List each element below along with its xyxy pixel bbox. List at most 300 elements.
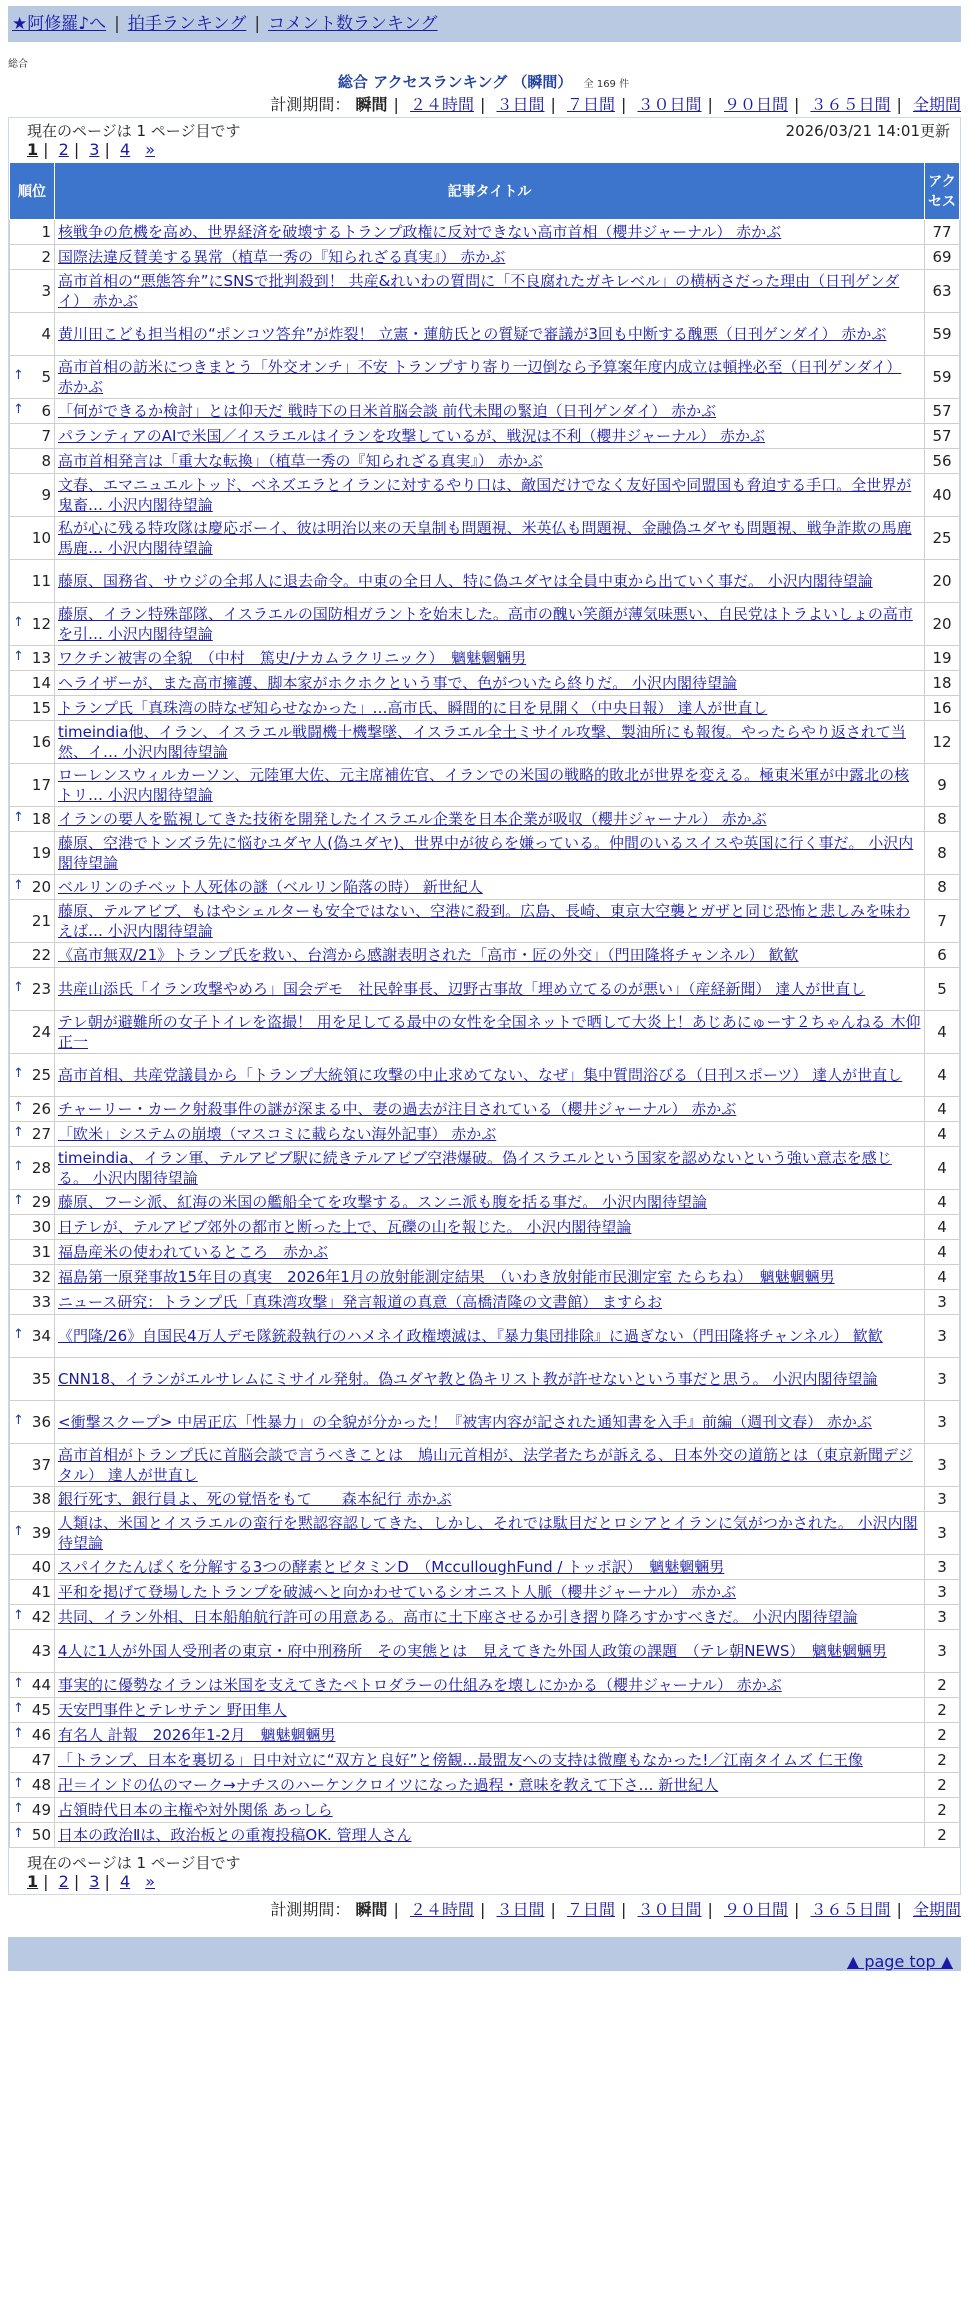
rank-cell — [10, 449, 55, 474]
rank-number: 1 — [41, 223, 51, 241]
period-link-90d[interactable]: ９０日間 — [723, 95, 788, 114]
access-count: 7 — [925, 900, 960, 943]
title-cell — [55, 1673, 925, 1698]
rank-up-arrow-icon: ↑ — [13, 1608, 24, 1623]
rank-number: 33 — [31, 1293, 51, 1311]
access-count: 4 — [925, 1054, 960, 1097]
table-row — [10, 1097, 960, 1122]
access-count: 2 — [925, 1748, 960, 1773]
rank-number: 2 — [41, 248, 51, 266]
period-label: 計測期間： — [270, 95, 351, 114]
rank-number: 28 — [31, 1159, 51, 1177]
page-current: 1 — [27, 140, 39, 159]
rank-number: 30 — [31, 1218, 51, 1236]
article-link[interactable]: 藤原、フーシ派、紅海の米国の艦船全てを攻撃する。スンニ派も腹を括る事だ。 小沢内閣待望論 — [58, 1193, 708, 1211]
table-row — [10, 1011, 960, 1054]
current-page-text: 現在のページは 1 ページ目です — [27, 1854, 241, 1872]
table-row — [10, 1748, 960, 1773]
access-count: 4 — [925, 1011, 960, 1054]
access-count: 6 — [925, 943, 960, 968]
article-link[interactable]: 高市首相の訪米につきまとう「外交オンチ」不安 トランプすり寄り一辺倒なら予算案年度内成立は頓挫必至（日刊ゲンダイ） 赤かぶ — [58, 358, 902, 396]
table-row — [10, 1773, 960, 1798]
bottom-bar — [8, 1937, 961, 1971]
ranking-title: 総合 アクセスランキング （瞬間） — [337, 73, 573, 91]
table-row — [10, 356, 960, 399]
rank-cell — [10, 1315, 55, 1358]
access-count: 4 — [925, 1215, 960, 1240]
access-count: 4 — [925, 1265, 960, 1290]
table-row — [10, 245, 960, 270]
access-count: 8 — [925, 807, 960, 832]
category-label: 総合 — [8, 59, 28, 70]
title-cell — [55, 1190, 925, 1215]
article-link[interactable]: 銀行死す、銀行員よ、死の覚悟をもて 森本紀行 赤かぶ — [58, 1490, 452, 1508]
title-cell — [55, 1773, 925, 1798]
period-selector-top: 計測期間： 瞬間 | ２４時間 | ３日間 | ７日間 | ３０日間 | ９０日間 | ３６５日間 | 全期間 — [270, 95, 961, 114]
rank-up-arrow-icon: ↑ — [13, 402, 24, 417]
rank-cell — [10, 1401, 55, 1444]
page-current: 1 — [27, 1872, 39, 1891]
article-link[interactable]: 福島第一原発事故15年目の真実 2026年1月の放射能測定結果 （いわき放射能市民測定室 たらちね） 魑魅魍魎男 — [58, 1268, 835, 1286]
title-cell — [55, 1823, 925, 1848]
title-cell — [55, 943, 925, 968]
page-link-2[interactable]: 2 — [58, 1872, 69, 1891]
article-link[interactable]: timeindia、イラン軍、テルアビブ駅に続きテルアビブ空港爆破。偽イスラエルという国家を認めないという強い意志を感じる。 小沢内閣待望論 — [58, 1149, 892, 1187]
article-link[interactable]: 藤原、空港でトンズラ先に悩むユダヤ人(偽ユダヤ)、世界中が彼らを嫌っている。仲間のいるスイスや英国に行く事だ。 小沢内閣待望論 — [58, 834, 914, 872]
rank-cell — [10, 696, 55, 721]
access-count: 56 — [925, 449, 960, 474]
title-cell — [55, 1290, 925, 1315]
title-cell — [55, 1580, 925, 1605]
access-count: 4 — [925, 1147, 960, 1190]
table-row — [10, 1240, 960, 1265]
page-link-next[interactable]: » — [145, 1872, 156, 1891]
period-current: 瞬間 — [355, 95, 388, 114]
table-row — [10, 1215, 960, 1240]
rank-number: 37 — [31, 1456, 51, 1474]
table-row — [10, 424, 960, 449]
table-row — [10, 968, 960, 1011]
rank-cell — [10, 1673, 55, 1698]
rank-cell — [10, 943, 55, 968]
rank-up-arrow-icon: ↑ — [13, 615, 24, 630]
article-link[interactable]: CNN18、イランがエルサレムにミサイル発射。偽ユダヤ教と偽キリスト教が許せないという事だと思う。 小沢内閣待望論 — [58, 1370, 878, 1388]
rank-up-arrow-icon: ↑ — [13, 1701, 24, 1716]
rank-cell — [10, 245, 55, 270]
title-cell — [55, 1798, 925, 1823]
article-link[interactable]: 「欧米」システムの崩壊（マスコミに載らない海外記事） 赤かぶ — [58, 1125, 497, 1143]
rank-number: 38 — [31, 1490, 51, 1508]
rank-number: 14 — [31, 674, 51, 692]
article-link[interactable]: 核戦争の危機を高め、世界経済を破壊するトランプ政権に反対できない高市首相（櫻井ジャーナル） 赤かぶ — [58, 223, 782, 241]
rank-cell — [10, 1823, 55, 1848]
table-row — [10, 696, 960, 721]
rank-up-arrow-icon: ↑ — [13, 1125, 24, 1140]
rank-number: 44 — [31, 1676, 51, 1694]
article-link[interactable]: 藤原、テルアビブ、もはやシェルターも安全ではない、空港に殺到。広島、長崎、東京大空襲とガザと同じ恐怖と悲しみを味わえば… 小沢内閣待望論 — [58, 902, 911, 940]
access-count: 3 — [925, 1580, 960, 1605]
period-selector-bottom: 計測期間： 瞬間 | ２４時間 | ３日間 | ７日間 | ３０日間 | ９０日間 | ３６５日間 | 全期間 — [270, 1900, 961, 1919]
rank-number: 39 — [31, 1524, 51, 1542]
rank-number: 21 — [31, 912, 51, 930]
rank-cell — [10, 1122, 55, 1147]
title-cell — [55, 1723, 925, 1748]
table-row — [10, 1265, 960, 1290]
article-link[interactable]: 4人に1人が外国人受刑者の東京・府中刑務所 その実態とは 見えてきた外国人政策の課題 （テレ朝NEWS） 魑魅魍魎男 — [58, 1642, 887, 1660]
rank-up-arrow-icon: ↑ — [13, 1193, 24, 1208]
rank-up-arrow-icon: ↑ — [13, 878, 24, 893]
access-count: 3 — [925, 1487, 960, 1512]
period-link-3d[interactable]: ３日間 — [496, 1900, 545, 1919]
nav-link-clap-ranking[interactable]: 拍手ランキング — [127, 14, 247, 34]
access-count: 4 — [925, 1240, 960, 1265]
access-count: 2 — [925, 1698, 960, 1723]
access-count: 12 — [925, 721, 960, 764]
rank-number: 29 — [31, 1193, 51, 1211]
rank-cell — [10, 1798, 55, 1823]
article-link[interactable]: 《高市無双/21》トランプ氏を救い、台湾から感謝表明された「高市・匠の外交」（門田隆将チャンネル） 歓歓 — [58, 946, 799, 964]
header-rank: 順位 — [10, 163, 55, 220]
period-label: 計測期間： — [270, 1900, 351, 1919]
article-link[interactable]: 高市首相がトランプ氏に首脳会談で言うべきことは 鳩山元首相が、法学者たちが訴える、日本外交の道筋とは（東京新聞デジタル） 達人が世直し — [58, 1446, 913, 1484]
table-row — [10, 1147, 960, 1190]
page-link-4[interactable]: 4 — [119, 1872, 131, 1891]
period-link-3d[interactable]: ３日間 — [496, 95, 545, 114]
rank-number: 40 — [31, 1558, 51, 1576]
title-cell — [55, 1605, 925, 1630]
rank-up-arrow-icon: ↑ — [13, 1826, 24, 1841]
table-row — [10, 1512, 960, 1555]
access-count: 59 — [925, 313, 960, 356]
table-row — [10, 560, 960, 603]
ranking-table — [9, 162, 960, 1848]
title-cell — [55, 449, 925, 474]
rank-cell — [10, 1215, 55, 1240]
rank-cell — [10, 968, 55, 1011]
table-row — [10, 1555, 960, 1580]
article-link[interactable]: トランプ氏「真珠湾の時なぜ知らせなかった」…高市氏、瞬間的に目を見開く（中央日報） 達人が世直し — [58, 699, 768, 717]
rank-number: 49 — [31, 1801, 51, 1819]
total-count: 全 169 件 — [583, 79, 630, 90]
rank-number: 35 — [31, 1370, 51, 1388]
title-cell — [55, 424, 925, 449]
rank-cell — [10, 1358, 55, 1401]
rank-up-arrow-icon: ↑ — [13, 1066, 24, 1081]
page-link-3[interactable]: 3 — [89, 1872, 100, 1891]
table-row — [10, 764, 960, 807]
article-link[interactable]: 日本の政治Ⅱは、政治板との重複投稿OK. 管理人さん — [58, 1826, 412, 1844]
rank-number: 7 — [41, 427, 51, 445]
access-count: 77 — [925, 220, 960, 245]
article-link[interactable]: スパイクたんぱくを分解する3つの酵素とビタミンD （McculloughFund / トッポ訳） 魑魅魍魎男 — [58, 1558, 725, 1576]
title-cell — [55, 671, 925, 696]
period-current: 瞬間 — [355, 1900, 388, 1919]
rank-cell — [10, 1605, 55, 1630]
period-link-365d[interactable]: ３６５日間 — [810, 95, 891, 114]
access-count: 3 — [925, 1630, 960, 1673]
pagination-top: 1 | 2 | 3 | 4 » — [27, 140, 156, 159]
access-count: 20 — [925, 560, 960, 603]
article-link[interactable]: 事実的に優勢なイランは米国を支えてきたペトロダラーの仕組みを壊しにかかる（櫻井ジャーナル） 赤かぶ — [58, 1676, 782, 1694]
period-link-24h[interactable]: ２４時間 — [409, 95, 474, 114]
table-row — [10, 603, 960, 646]
rank-cell — [10, 1773, 55, 1798]
article-link[interactable]: 平和を掲げて登場したトランプを破滅へと向かわせているシオニスト人脈（櫻井ジャーナル） 赤かぶ — [58, 1583, 737, 1601]
rank-cell — [10, 424, 55, 449]
article-link[interactable]: テレ朝が避難所の女子トイレを盗撮！ 用を足してる最中の女性を全国ネットで晒して大炎上！あじあにゅーす２ちゃんねる 木仰正一 — [58, 1013, 921, 1051]
title-cell — [55, 560, 925, 603]
title-cell — [55, 807, 925, 832]
access-count: 3 — [925, 1605, 960, 1630]
article-link[interactable]: イランの要人を監視してきた技術を開発したイスラエル企業を日本企業が吸収（櫻井ジャーナル） 赤かぶ — [58, 810, 767, 828]
title-cell — [55, 1097, 925, 1122]
nav-link-asyura[interactable]: ★阿修羅♪へ — [12, 14, 107, 34]
table-row — [10, 1315, 960, 1358]
article-link[interactable]: 共産山添氏「イラン攻撃やめろ」国会デモ 社民幹事長、辺野古事故「埋め立てるのが悪い」（産経新聞） 達人が世直し — [58, 980, 866, 998]
page-link-2[interactable]: 2 — [58, 140, 69, 159]
access-count: 3 — [925, 1358, 960, 1401]
rank-number: 9 — [41, 486, 51, 504]
article-link[interactable]: ローレンスウィルカーソン、元陸軍大佐、元主席補佐官、イランでの米国の戦略的敗北が世界を変える。極東米軍が中露北の核トリ… 小沢内閣待望論 — [58, 766, 910, 804]
rank-number: 16 — [31, 733, 51, 751]
rank-number: 17 — [31, 776, 51, 794]
rank-cell — [10, 1487, 55, 1512]
rank-number: 4 — [41, 325, 51, 343]
rank-cell — [10, 399, 55, 424]
access-count: 3 — [925, 1555, 960, 1580]
article-link[interactable]: 《門隆/26》自国民4万人デモ隊銃殺執行のハメネイ政権壊滅は、『暴力集団排除』に過ぎない（門田隆将チャンネル） 歓歓 — [58, 1327, 883, 1345]
access-count: 40 — [925, 474, 960, 517]
title-cell — [55, 646, 925, 671]
rank-number: 22 — [31, 946, 51, 964]
article-link[interactable]: 共同、イラン外相、日本船舶航行許可の用意ある。高市に土下座させるか引き摺り降ろすかすべきだ。 小沢内閣待望論 — [58, 1608, 858, 1626]
rank-cell — [10, 671, 55, 696]
rank-up-arrow-icon: ↑ — [13, 980, 24, 995]
table-row — [10, 1580, 960, 1605]
article-link[interactable]: 文春、エマニュエルトッド、ベネズエラとイランに対するやり口は、敵国だけでなく友好国や同盟国も脅迫する手口。全世界が鬼畜… 小沢内閣待望論 — [58, 476, 912, 514]
rank-number: 23 — [31, 980, 51, 998]
article-link[interactable]: 国際法違反賛美する異常（植草一秀の『知られざる真実』） 赤かぶ — [58, 248, 506, 266]
period-link-7d[interactable]: ７日間 — [566, 95, 615, 114]
access-count: 20 — [925, 603, 960, 646]
article-link[interactable]: <衝撃スクープ> 中居正広「性暴力」の全貌が分かった！『被害内容が記された通知書を入手』前編（週刊文春） 赤かぶ — [58, 1413, 872, 1431]
title-cell — [55, 399, 925, 424]
rank-number: 13 — [31, 649, 51, 667]
rank-cell — [10, 764, 55, 807]
article-link[interactable]: ヘライザーが、また高市擁護、脚本家がホクホクという事で、色がついたら終りだ。 小沢内閣待望論 — [58, 674, 738, 692]
title-cell — [55, 875, 925, 900]
article-link[interactable]: 天安門事件とテレサテン 野田隼人 — [58, 1701, 287, 1719]
access-count: 2 — [925, 1823, 960, 1848]
access-count: 5 — [925, 968, 960, 1011]
title-cell — [55, 1122, 925, 1147]
period-link-7d[interactable]: ７日間 — [566, 1900, 615, 1919]
rank-number: 48 — [31, 1776, 51, 1794]
table-row — [10, 313, 960, 356]
rank-cell — [10, 646, 55, 671]
access-count: 3 — [925, 1512, 960, 1555]
rank-up-arrow-icon: ↑ — [13, 810, 24, 825]
title-cell — [55, 1512, 925, 1555]
article-link[interactable]: timeindia他、イラン、イスラエル戦闘機十機撃墜、イスラエル全土ミサイル攻撃、製油所にも報復。やったらやり返されて当然、イ… 小沢内閣待望論 — [58, 723, 906, 761]
title-cell — [55, 1147, 925, 1190]
period-link-24h[interactable]: ２４時間 — [409, 1900, 474, 1919]
rank-number: 10 — [31, 529, 51, 547]
nav-separator: | — [254, 14, 261, 34]
title-cell — [55, 764, 925, 807]
article-link[interactable]: 黄川田こども担当相の“ポンコツ答弁”が炸裂！ 立憲・蓮舫氏との質疑で審議が3回も中断する醜悪（日刊ゲンダイ） 赤かぶ — [58, 325, 887, 343]
page-info-bottom — [9, 1850, 960, 1872]
rank-number: 3 — [41, 282, 51, 300]
rank-cell — [10, 270, 55, 313]
rank-up-arrow-icon: ↑ — [13, 1801, 24, 1816]
article-link[interactable]: 「トランプ、日本を裏切る」日中対立に“双方と良好”と傍観…最盟友への支持は微塵もなかった!／江南タイムズ 仁王像 — [58, 1751, 863, 1769]
rank-number: 36 — [31, 1413, 51, 1431]
article-link[interactable]: 高市首相発言は「重大な転換」（植草一秀の『知られざる真実』） 赤かぶ — [58, 452, 543, 470]
rank-cell — [10, 1147, 55, 1190]
table-row — [10, 1673, 960, 1698]
period-link-all[interactable]: 全期間 — [912, 1900, 961, 1919]
header-access: アクセス — [925, 163, 960, 220]
title-cell — [55, 1011, 925, 1054]
pagination-bottom: 1 | 2 | 3 | 4 » — [27, 1872, 156, 1891]
title-cell — [55, 474, 925, 517]
article-link[interactable]: 占領時代日本の主権や対外関係 あっしら — [58, 1801, 333, 1819]
table-row — [10, 832, 960, 875]
page-top-link[interactable]: ▲ page top ▲ — [846, 1952, 953, 1971]
article-link[interactable]: 藤原、国務省、サウジの全邦人に退去命令。中東の全日人、特に偽ユダヤは全員中東から出ていく事だ。 小沢内閣待望論 — [58, 572, 873, 590]
article-link[interactable]: 人類は、米国とイスラエルの蛮行を黙認容認してきた、しかし、それでは駄目だとロシアとイランに気がつかされた。 小沢内閣待望論 — [58, 1514, 918, 1552]
rank-cell — [10, 1011, 55, 1054]
rank-cell — [10, 1748, 55, 1773]
access-count: 2 — [925, 1723, 960, 1748]
rank-number: 42 — [31, 1608, 51, 1626]
article-link[interactable]: 高市首相、共産党議員から「トランプ大統領に攻撃の中止求めてない、なぜ」集中質問浴びる（日刊スポーツ） 達人が世直し — [58, 1066, 903, 1084]
table-row — [10, 646, 960, 671]
table-row — [10, 1798, 960, 1823]
rank-number: 34 — [31, 1327, 51, 1345]
access-count: 3 — [925, 1444, 960, 1487]
rank-number: 12 — [31, 615, 51, 633]
rank-cell — [10, 603, 55, 646]
rank-cell — [10, 220, 55, 245]
article-link[interactable]: 高市首相の“悪態答弁”にSNSで批判殺到！ 共産&れいわの質問に「不良腐れたガキレベル」の横柄さだった理由（日刊ゲンダイ） 赤かぶ — [58, 272, 900, 310]
ranking-body — [10, 220, 960, 1848]
table-row — [10, 1401, 960, 1444]
rank-number: 47 — [31, 1751, 51, 1769]
table-row — [10, 1054, 960, 1097]
access-count: 8 — [925, 875, 960, 900]
title-cell — [55, 603, 925, 646]
article-link[interactable]: 日テレが、テルアビブ郊外の都市と断った上で、瓦礫の山を報じた。 小沢内閣待望論 — [58, 1218, 632, 1236]
rank-number: 6 — [41, 402, 51, 420]
access-count: 63 — [925, 270, 960, 313]
period-link-30d[interactable]: ３０日間 — [637, 95, 702, 114]
rank-cell — [10, 1190, 55, 1215]
page-link-4[interactable]: 4 — [119, 140, 131, 159]
period-link-all[interactable]: 全期間 — [912, 95, 961, 114]
access-count: 57 — [925, 424, 960, 449]
top-nav-bar — [8, 6, 961, 42]
title-cell — [55, 1215, 925, 1240]
table-row — [10, 1190, 960, 1215]
rank-cell — [10, 1512, 55, 1555]
rank-cell — [10, 832, 55, 875]
title-cell — [55, 1358, 925, 1401]
access-count: 18 — [925, 671, 960, 696]
rank-cell — [10, 356, 55, 399]
article-link[interactable]: ニュース研究：トランプ氏「真珠湾攻撃」発言報道の真意（高橋清隆の文書館） ますらお — [58, 1293, 663, 1311]
article-link[interactable]: 「何ができるか検討」とは仰天だ 戦時下の日米首脳会談 前代未聞の緊迫（日刊ゲンダイ） 赤かぶ — [58, 402, 717, 420]
title-cell — [55, 313, 925, 356]
rank-up-arrow-icon: ↑ — [13, 1159, 24, 1174]
page-link-3[interactable]: 3 — [89, 140, 100, 159]
rank-cell — [10, 313, 55, 356]
title-cell — [55, 1487, 925, 1512]
rank-number: 18 — [31, 810, 51, 828]
title-cell — [55, 1265, 925, 1290]
rank-number: 20 — [31, 878, 51, 896]
article-link[interactable]: 卍＝インドの仏のマーク→ナチスのハーケンクロイツになった過程・意味を教えて下さ… 新世紀人 — [58, 1776, 719, 1794]
rank-number: 26 — [31, 1100, 51, 1118]
rank-number: 45 — [31, 1701, 51, 1719]
rank-number: 15 — [31, 699, 51, 717]
current-page-text: 現在のページは 1 ページ目です — [27, 122, 241, 140]
article-link[interactable]: 私が心に残る特攻隊は慶応ボーイ、彼は明治以来の天皇制も問題視、米英仏も問題視、金融偽ユダヤも問題視、戦争詐欺の馬鹿馬鹿… 小沢内閣待望論 — [58, 519, 912, 557]
access-count: 4 — [925, 1097, 960, 1122]
nav-link-comment-ranking[interactable]: コメント数ランキング — [268, 14, 438, 34]
header-title: 記事タイトル — [55, 163, 925, 220]
article-link[interactable]: ベルリンのチベット人死体の謎（ベルリン陥落の時） 新世紀人 — [58, 878, 483, 896]
rank-number: 32 — [31, 1268, 51, 1286]
access-count: 19 — [925, 646, 960, 671]
rank-cell — [10, 1630, 55, 1673]
rank-cell — [10, 875, 55, 900]
rank-cell — [10, 1723, 55, 1748]
title-cell — [55, 1054, 925, 1097]
page-link-next[interactable]: » — [145, 140, 156, 159]
article-link[interactable]: パランティアのAIで米国／イスラエルはイランを攻撃しているが、戦況は不利（櫻井ジャーナル） 赤かぶ — [58, 427, 766, 445]
period-link-365d[interactable]: ３６５日間 — [810, 1900, 891, 1919]
article-link[interactable]: チャーリー・カーク射殺事件の謎が深まる中、妻の過去が注目されている（櫻井ジャーナル） 赤かぶ — [58, 1100, 737, 1118]
article-link[interactable]: 藤原、イラン特殊部隊、イスラエルの国防相ガラントを始末した。高市の醜い笑顔が薄気味悪い、自民党はトラよいしょの高市を引… 小沢内閣待望論 — [58, 605, 913, 643]
access-count: 69 — [925, 245, 960, 270]
rank-up-arrow-icon: ↑ — [13, 1776, 24, 1791]
table-row — [10, 1487, 960, 1512]
access-count: 9 — [925, 764, 960, 807]
access-count: 3 — [925, 1290, 960, 1315]
rank-number: 46 — [31, 1726, 51, 1744]
title-cell — [55, 1444, 925, 1487]
access-count: 3 — [925, 1401, 960, 1444]
rank-number: 43 — [31, 1642, 51, 1660]
table-row — [10, 1823, 960, 1848]
period-link-90d[interactable]: ９０日間 — [723, 1900, 788, 1919]
rank-up-arrow-icon: ↑ — [13, 368, 24, 383]
table-row — [10, 1358, 960, 1401]
article-link[interactable]: 有名人 計報 2026年1-2月 魑魅魍魎男 — [58, 1726, 336, 1744]
article-link[interactable]: 福島産米の使われているところ 赤かぶ — [58, 1243, 329, 1261]
rank-cell — [10, 517, 55, 560]
period-link-30d[interactable]: ３０日間 — [637, 1900, 702, 1919]
rank-cell — [10, 900, 55, 943]
rank-number: 11 — [31, 572, 51, 590]
title-cell — [55, 1315, 925, 1358]
table-row — [10, 1290, 960, 1315]
article-link[interactable]: ワクチン被害の全貌 （中村 篤史/ナカムラクリニック） 魑魅魍魎男 — [58, 649, 527, 667]
title-cell — [55, 1698, 925, 1723]
table-row — [10, 1605, 960, 1630]
